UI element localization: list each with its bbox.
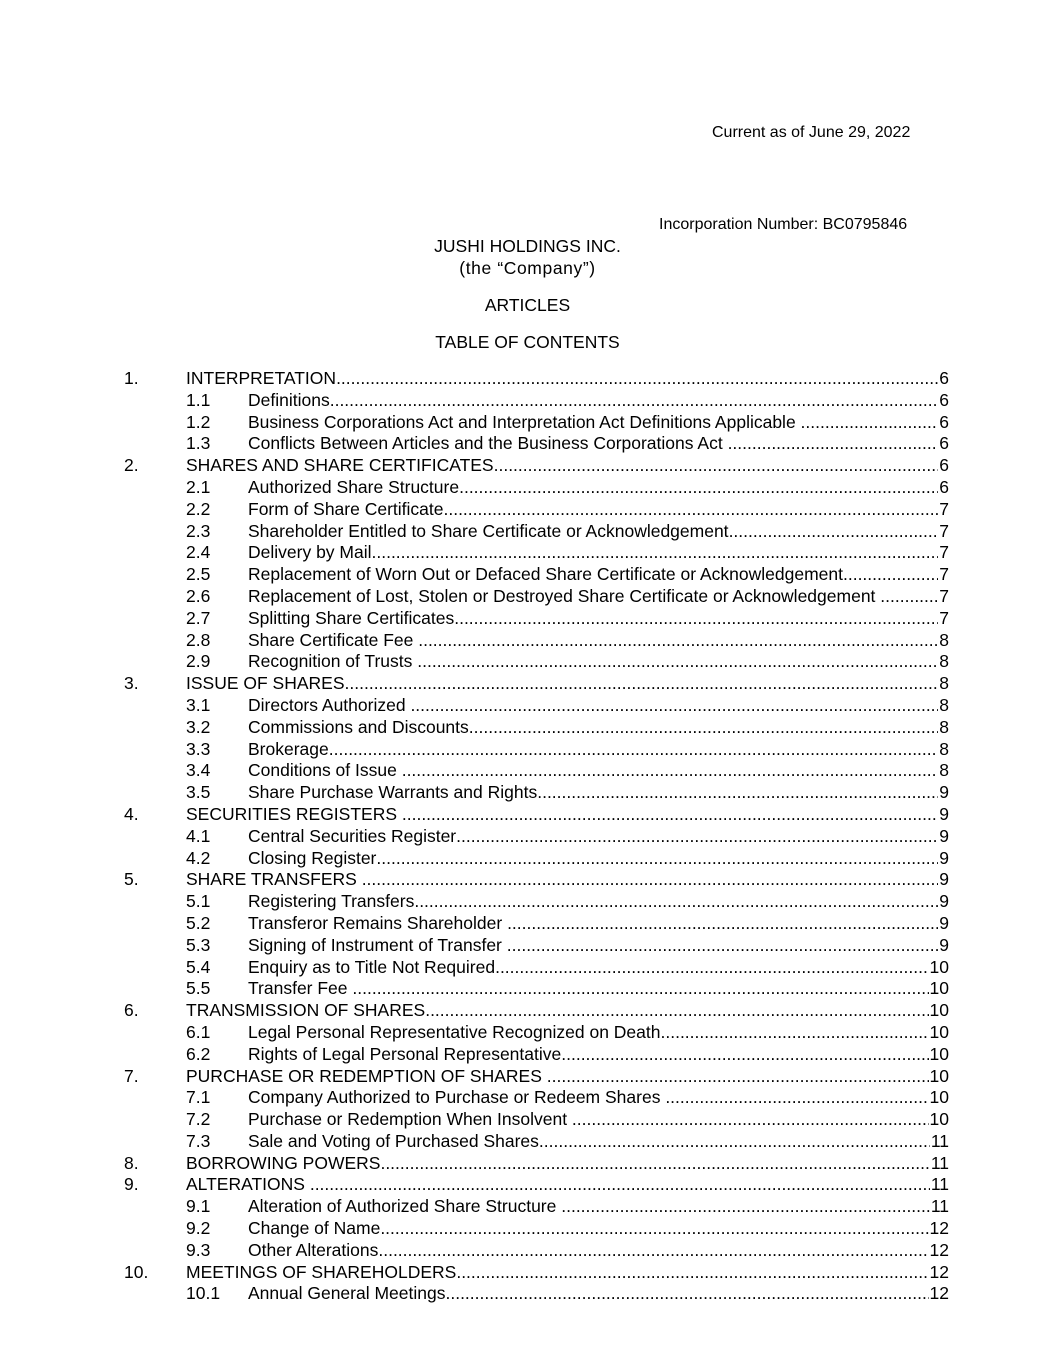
toc-title: ALTERATIONS [186,1174,310,1195]
toc-dot-leader [801,412,939,434]
toc-entry-line [186,1000,949,1022]
toc-entry-line [248,891,949,913]
toc-entry-line [248,1087,949,1109]
toc-dot-leader [729,521,939,543]
toc-page-number: 9 [939,912,949,933]
toc-subsection[interactable] [0,739,1055,761]
toc-title: Conditions of Issue [248,760,402,781]
incorporation-number: Incorporation Number: BC0795846 [659,216,908,233]
toc-entry-line [186,1262,949,1284]
toc-number: 3.5 [186,782,211,803]
toc-entry-line [248,957,949,979]
toc-page-number: 8 [939,673,949,694]
toc-entry-line [248,913,949,935]
toc-section[interactable] [0,1262,1055,1284]
toc-number: 10.1 [186,1283,221,1304]
toc-number: 2. [124,455,139,476]
toc-dot-leader [372,542,939,564]
toc-page-number: 6 [939,476,949,497]
toc-dot-leader [469,717,938,739]
toc-title: SHARES AND SHARE CERTIFICATES [186,455,494,476]
toc-number: 3.1 [186,694,211,715]
toc-dot-leader [352,978,928,1000]
toc-title: PURCHASE OR REDEMPTION OF SHARES [186,1065,547,1086]
toc-dot-leader [330,390,939,412]
toc-section[interactable] [0,804,1055,826]
toc-number: 3.2 [186,716,211,737]
toc-page-number: 7 [939,542,949,563]
toc-entry-line [248,564,949,586]
toc-entry-line [248,1022,949,1044]
toc-title: Transfer Fee [248,978,353,999]
toc-subsection[interactable] [0,695,1055,717]
toc-dot-leader [561,1044,928,1066]
toc-entry-line [248,586,949,608]
toc-entry-line [248,782,949,804]
toc-entry-line [186,869,949,891]
company-name: JUSHI HOLDINGS INC. [434,236,621,256]
toc-title: TRANSMISSION OF SHARES [186,1000,426,1021]
toc-subsection[interactable] [0,1240,1055,1262]
toc-number: 2.8 [186,629,211,650]
toc-title: Signing of Instrument of Transfer [248,934,507,955]
toc-entry-line [248,1218,949,1240]
toc-number: 2.2 [186,498,211,519]
toc-page-number: 9 [939,825,949,846]
toc-number: 4. [124,803,139,824]
toc-dot-leader [445,1283,928,1305]
toc-section[interactable] [0,869,1055,891]
toc-page-number: 7 [939,585,949,606]
toc-dot-leader [425,1000,928,1022]
toc-dot-leader [547,1066,929,1088]
toc-page-number: 11 [930,1130,949,1151]
toc-page-number: 11 [930,1174,949,1195]
toc-title: Share Purchase Warrants and Rights [248,782,538,803]
toc-number: 9.1 [186,1196,211,1217]
toc-page-number: 6 [939,368,949,388]
toc-title: Form of Share Certificate [248,498,444,519]
current-as-of-date: Current as of June 29, 2022 [712,124,911,141]
toc-entry-line [248,978,949,1000]
table-of-contents [0,368,1055,1305]
toc-entry-line [248,935,949,957]
toc-page-number: 10 [929,1109,949,1130]
toc-entry-line [248,412,949,434]
toc-dot-leader [380,1153,929,1175]
toc-number: 1.2 [186,411,211,432]
toc-number: 3.3 [186,738,211,759]
toc-title: Sale and Voting of Purchased Shares [248,1130,539,1151]
toc-dot-leader [507,913,938,935]
toc-dot-leader [376,848,938,870]
toc-title: Recognition of Trusts [248,651,418,672]
toc-title: Company Authorized to Purchase or Redeem Shares [248,1087,666,1108]
toc-number: 5. [124,869,139,890]
toc-page-number: 7 [939,520,949,541]
toc-dot-leader [665,1087,928,1109]
toc-subsection[interactable] [0,1283,1055,1305]
toc-subsection[interactable] [0,564,1055,586]
toc-title: Purchase or Redemption When Insolvent [248,1109,572,1130]
toc-number: 1. [124,368,139,388]
toc-page-number: 7 [939,564,949,585]
toc-title: Alteration of Authorized Share Structure [248,1196,562,1217]
toc-title: Central Securities Register [248,825,457,846]
toc-number: 2.6 [186,585,211,606]
toc-subsection[interactable] [0,782,1055,804]
toc-title: Business Corporations Act and Interpretation Act Definitions Applicable [248,411,801,432]
toc-subsection[interactable] [0,717,1055,739]
toc-dot-leader [414,891,938,913]
toc-title: Directors Authorized [248,694,411,715]
toc-dot-leader [417,651,938,673]
toc-entry-line [248,499,949,521]
toc-title: Annual General Meetings [248,1283,446,1304]
toc-dot-leader [345,673,939,695]
toc-section[interactable] [0,1153,1055,1175]
toc-entry-line [186,1153,949,1175]
toc-entry-line [186,1066,949,1088]
toc-dot-leader [402,804,938,826]
toc-number: 6.1 [186,1021,211,1042]
toc-number: 5.5 [186,978,211,999]
toc-title: Change of Name [248,1218,381,1239]
toc-number: 2.1 [186,476,211,497]
toc-number: 9.2 [186,1218,211,1239]
toc-subsection[interactable] [0,957,1055,979]
toc-dot-leader [456,1262,928,1284]
toc-number: 6. [124,1000,139,1021]
toc-number: 2.7 [186,607,211,628]
toc-number: 2.4 [186,542,211,563]
toc-page-number: 9 [939,934,949,955]
toc-dot-leader [880,586,938,608]
toc-page-number: 8 [939,694,949,715]
toc-page-number: 12 [929,1261,949,1282]
toc-number: 5.1 [186,891,211,912]
toc-title: Delivery by Mail [248,542,372,563]
toc-number: 7.2 [186,1109,211,1130]
toc-page-number: 8 [939,738,949,759]
toc-entry-line [248,651,949,673]
toc-title: ISSUE OF SHARES [186,673,345,694]
toc-title: SECURITIES REGISTERS [186,803,402,824]
toc-page-number: 8 [939,716,949,737]
toc-entry-line [248,695,949,717]
toc-title: Definitions [248,389,330,410]
toc-page-number: 6 [939,433,949,454]
toc-entry-line [248,521,949,543]
toc-number: 9. [124,1174,139,1195]
toc-page-number: 10 [929,1087,949,1108]
toc-entry-line [248,630,949,652]
toc-dot-leader [843,564,938,586]
toc-dot-leader [443,499,938,521]
toc-subsection[interactable] [0,1109,1055,1131]
toc-number: 3.4 [186,760,211,781]
toc-title: Legal Personal Representative Recognized on Death [248,1021,661,1042]
toc-title: Transferor Remains Shareholder [248,912,508,933]
toc-subsection[interactable] [0,586,1055,608]
toc-page-number: 10 [929,978,949,999]
toc-entry-line [248,477,949,499]
toc-dot-leader [410,695,938,717]
toc-number: 1.3 [186,433,211,454]
toc-number: 6.2 [186,1043,211,1064]
toc-dot-leader [459,477,938,499]
toc-page-number: 6 [939,389,949,410]
toc-entry-line [248,1131,949,1153]
toc-subsection[interactable] [0,978,1055,1000]
toc-title: Enquiry as to Title Not Required [248,956,496,977]
toc-subsection[interactable] [0,1196,1055,1218]
toc-entry-line [186,455,949,477]
toc-entry-line [248,1109,949,1131]
toc-page-number: 9 [939,782,949,803]
toc-title: Conflicts Between Articles and the Business Corporations Act [248,433,728,454]
toc-entry-line [248,717,949,739]
toc-subsection[interactable] [0,848,1055,870]
toc-dot-leader [507,935,939,957]
toc-dot-leader [336,368,938,390]
toc-page-number: 9 [939,803,949,824]
toc-subsection[interactable] [0,499,1055,521]
toc-title: Brokerage [248,738,329,759]
toc-title: Rights of Legal Personal Representative [248,1043,562,1064]
toc-page-number: 8 [939,651,949,672]
toc-subsection[interactable] [0,913,1055,935]
toc-title: Authorized Share Structure [248,476,460,497]
toc-subsection[interactable] [0,390,1055,412]
toc-section[interactable] [0,1066,1055,1088]
toc-dot-leader [539,1131,930,1153]
toc-page-number: 11 [930,1152,949,1173]
toc-title: Share Certificate Fee [248,629,419,650]
toc-entry-line [248,848,949,870]
toc-title: SHARE TRANSFERS [186,869,362,890]
toc-entry-line [248,826,949,848]
toc-page-number: 10 [929,1065,949,1086]
toc-dot-leader [456,826,938,848]
toc-dot-leader [537,782,938,804]
toc-dot-leader [402,760,939,782]
toc-number: 9.3 [186,1239,211,1260]
toc-dot-leader [454,608,938,630]
toc-page-number: 9 [939,847,949,868]
toc-entry-line [248,608,949,630]
toc-subsection[interactable] [0,1218,1055,1240]
toc-entry-line [248,1240,949,1262]
toc-title: Commissions and Discounts [248,716,469,737]
toc-title: Replacement of Worn Out or Defaced Share Certificate or Acknowledgement [248,564,843,585]
toc-title: INTERPRETATION [186,368,337,388]
toc-page-number: 9 [939,869,949,890]
toc-section[interactable] [0,1174,1055,1196]
toc-dot-leader [418,630,938,652]
toc-subsection[interactable] [0,433,1055,455]
toc-subsection[interactable] [0,608,1055,630]
toc-section[interactable] [0,368,1055,390]
toc-dot-leader [572,1109,929,1131]
toc-page-number: 10 [929,1000,949,1021]
toc-page-number: 9 [939,891,949,912]
toc-number: 4.1 [186,825,211,846]
document-title: ARTICLES [484,295,571,315]
toc-section[interactable] [0,673,1055,695]
toc-entry-line [248,542,949,564]
toc-subsection[interactable] [0,412,1055,434]
toc-number: 2.5 [186,564,211,585]
toc-subsection[interactable] [0,651,1055,673]
toc-subsection[interactable] [0,1044,1055,1066]
toc-subsection[interactable] [0,826,1055,848]
toc-dot-leader [378,1240,928,1262]
toc-entry-line [248,1283,949,1305]
toc-title: BORROWING POWERS [186,1152,381,1173]
toc-entry-line [248,433,949,455]
toc-page-number: 8 [939,629,949,650]
toc-page-number: 7 [939,607,949,628]
toc-section[interactable] [0,455,1055,477]
toc-page-number: 12 [929,1218,949,1239]
toc-title: Splitting Share Certificates [248,607,455,628]
toc-entry-line [248,1044,949,1066]
toc-title: Other Alterations [248,1239,379,1260]
toc-subsection[interactable] [0,542,1055,564]
toc-subsection[interactable] [0,521,1055,543]
toc-number: 4.2 [186,847,211,868]
toc-page-number: 8 [939,760,949,781]
company-defined-term: (the “Company”) [459,258,596,278]
toc-title: Replacement of Lost, Stolen or Destroyed Share Certificate or Acknowledgement [248,585,881,606]
toc-subsection[interactable] [0,1087,1055,1109]
toc-number: 1.1 [186,389,211,410]
toc-page-number: 6 [939,455,949,476]
toc-dot-leader [728,433,939,455]
toc-number: 5.3 [186,934,211,955]
toc-dot-leader [362,869,939,891]
toc-entry-line [186,368,949,390]
toc-number: 5.4 [186,956,211,977]
toc-subsection[interactable] [0,630,1055,652]
toc-number: 7. [124,1065,139,1086]
toc-page-number: 12 [929,1283,949,1304]
toc-number: 8. [124,1152,139,1173]
toc-title: Registering Transfers [248,891,415,912]
toc-entry-line [186,1174,949,1196]
toc-number: 7.3 [186,1130,211,1151]
toc-dot-leader [329,739,939,761]
toc-entry-line [186,804,949,826]
toc-subsection[interactable] [0,760,1055,782]
toc-subsection[interactable] [0,477,1055,499]
toc-entry-line [248,760,949,782]
toc-number: 5.2 [186,912,211,933]
toc-page-number: 7 [939,498,949,519]
toc-entry-line [186,673,949,695]
toc-page-number: 10 [929,1021,949,1042]
toc-subsection[interactable] [0,1022,1055,1044]
toc-dot-leader [380,1218,928,1240]
toc-subsection[interactable] [0,935,1055,957]
toc-entry-line [248,390,949,412]
toc-number: 2.3 [186,520,211,541]
toc-page-number: 6 [939,411,949,432]
toc-title: Shareholder Entitled to Share Certificate or Acknowledgement [248,520,729,541]
toc-number: 10. [124,1261,149,1282]
toc-subsection[interactable] [0,1131,1055,1153]
toc-dot-leader [495,957,928,979]
toc-number: 2.9 [186,651,211,672]
toc-dot-leader [310,1174,930,1196]
toc-page-number: 10 [929,956,949,977]
toc-page-number: 10 [929,1043,949,1064]
toc-dot-leader [661,1022,929,1044]
toc-title: Closing Register [248,847,377,868]
table-of-contents-heading: TABLE OF CONTENTS [435,332,620,352]
toc-page-number: 11 [930,1196,949,1217]
toc-number: 3. [124,673,139,694]
toc-entry-line [248,739,949,761]
toc-section[interactable] [0,1000,1055,1022]
toc-page-number: 12 [929,1239,949,1260]
toc-title: MEETINGS OF SHAREHOLDERS [186,1261,457,1282]
toc-number: 7.1 [186,1087,211,1108]
toc-dot-leader [494,455,939,477]
toc-dot-leader [561,1196,930,1218]
toc-subsection[interactable] [0,891,1055,913]
toc-entry-line [248,1196,949,1218]
